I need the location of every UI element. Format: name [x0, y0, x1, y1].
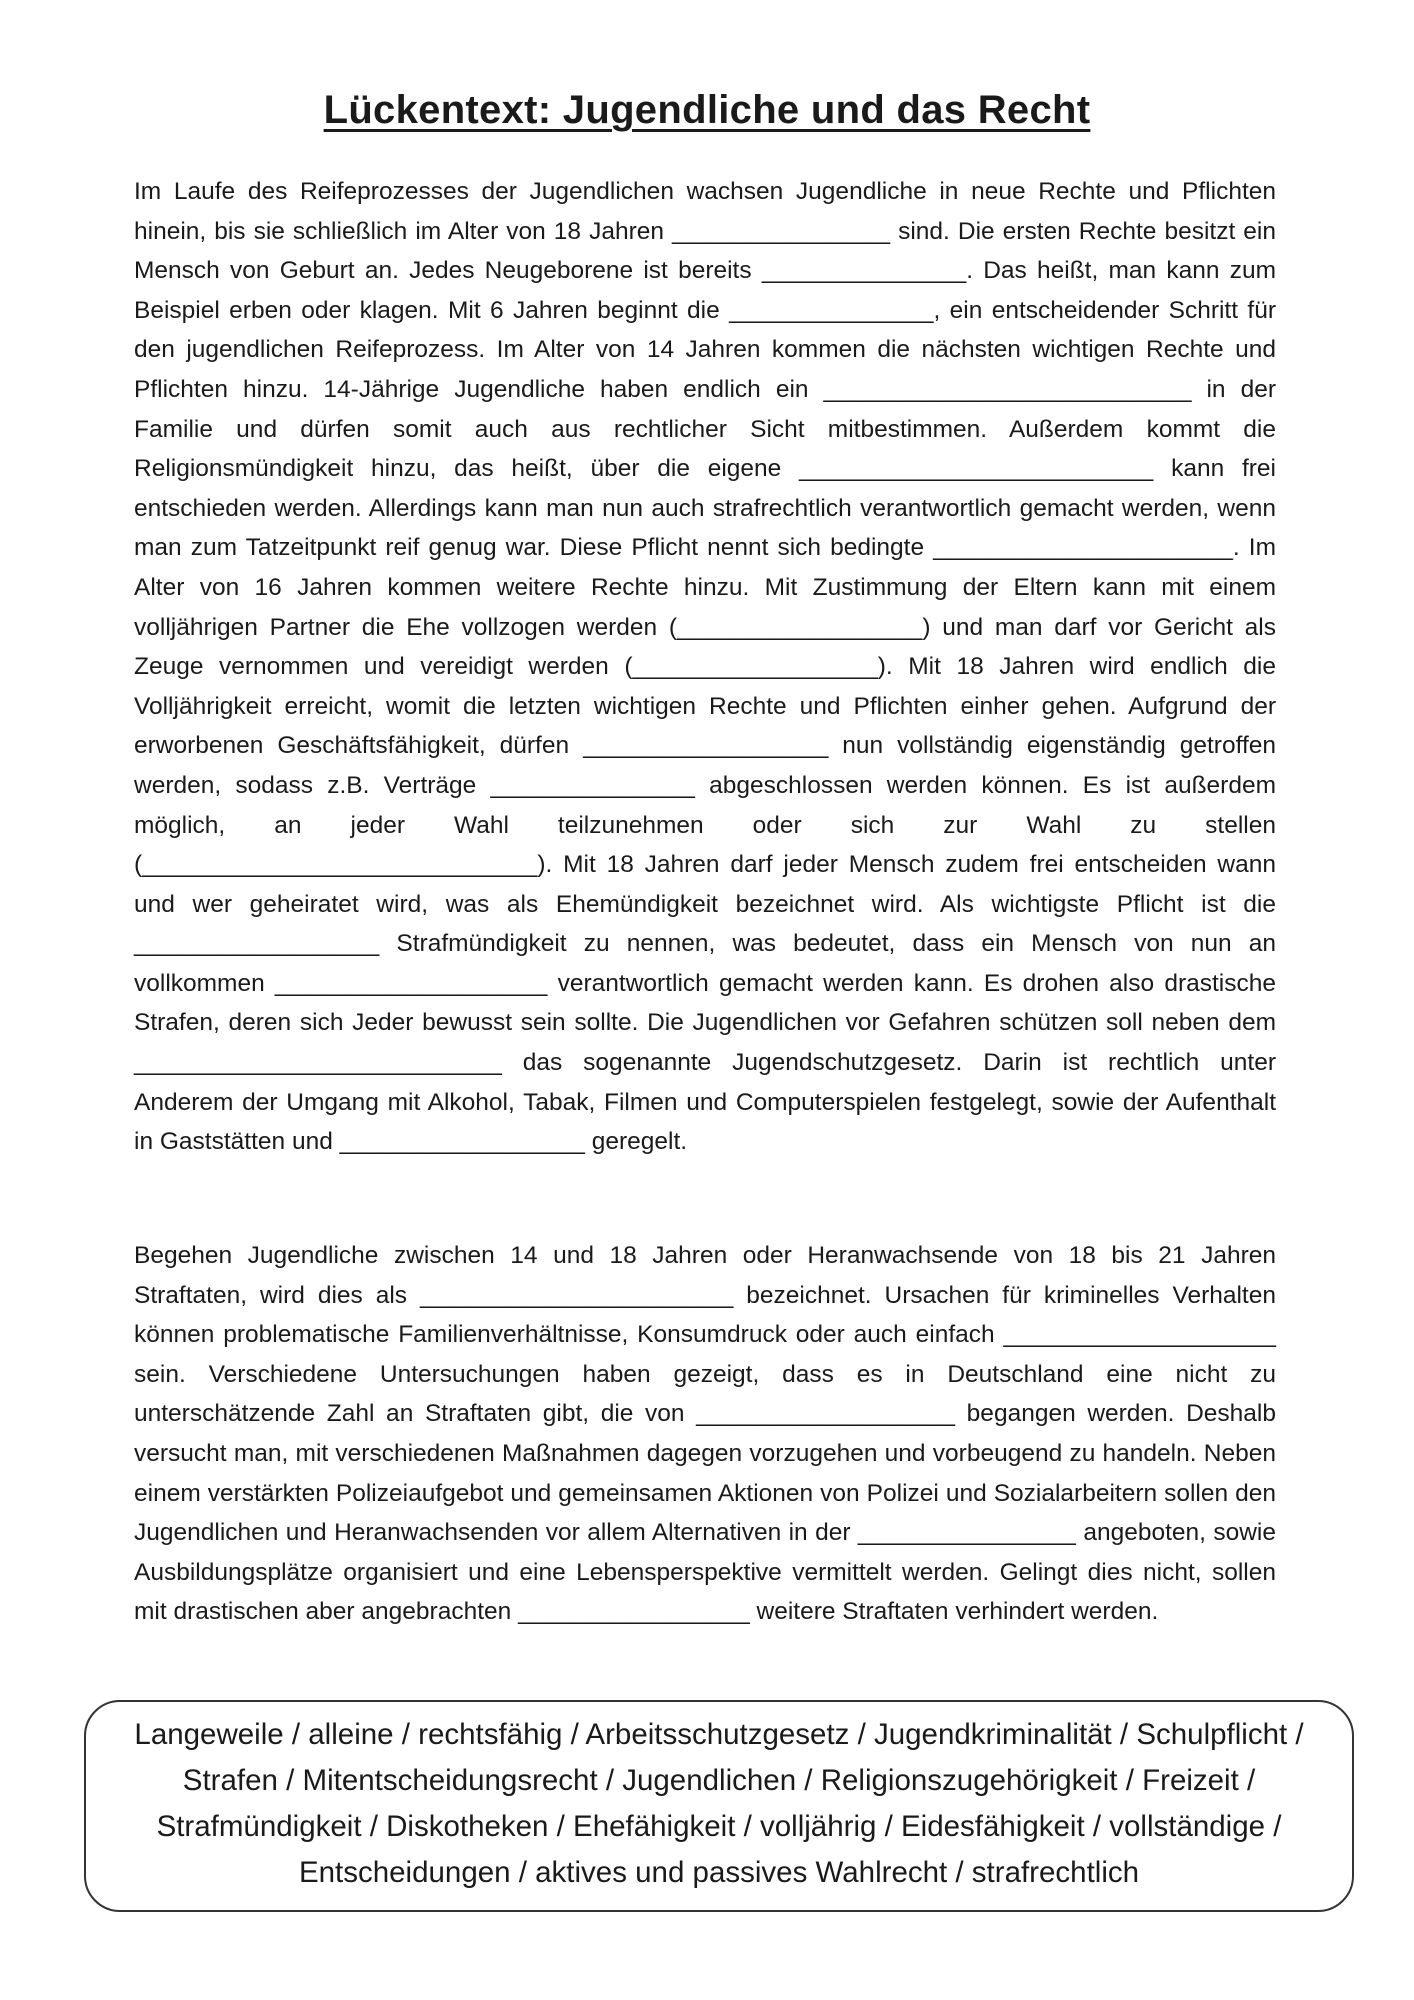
word-bank-box: Langeweile / alleine / rechtsfähig / Arbeitsschutzgesetz / Jugendkriminalität / Schulpflicht / Strafen / Mitentscheidungsrecht / Jugendlichen / Religionszugehörigkeit / Freizeit / Strafmündigkeit / Diskotheken / Ehefähigkeit / volljährig / Eidesfähigkeit / vollständige / Entscheidungen / aktives und passives Wahlrecht / strafrechtlich [84, 1700, 1354, 1912]
gap-blank: _________________ [518, 1598, 750, 1626]
gap-blank: __________________ [677, 613, 923, 641]
text-segment: , ein entscheidender Schritt für den jugendlichen Reifeprozess. Im Alter von 14 Jahren kommen die nächsten wichtigen Rechte und Pflichten hinzu. 14-Jährige Jugendliche haben endlich ein [134, 296, 1277, 403]
text-segment: abgeschlossen werden können. Es ist außerdem möglich, an jeder Wahl teilzunehmen oder sich zur Wahl zu stellen ( [134, 771, 1276, 879]
text-segment: in der Familie und dürfen somit auch aus rechtlicher Sicht mitbestimmen. Außerdem kommt die Religionsmündigkeit hinzu, das heißt, über die eigene [134, 375, 1276, 483]
gap-blank: ____________________ [274, 969, 548, 997]
text-segment: bezeichnet. Ursachen für kriminelles Verhalten können problematische Familienverhältnisse, Konsumdruck oder auch einfach [134, 1281, 1276, 1349]
text-segment: weitere Straftaten verhindert werden. [749, 1598, 1159, 1626]
text-segment: ). Mit 18 Jahren wird endlich die Volljährigkeit erreicht, womit die letzten wichtigen Rechte und Pflichten einher gehen. Aufgrund der erworbenen Geschäftsfähigkeit, dürfen [134, 653, 1276, 760]
gap-blank: _______________________ [419, 1281, 734, 1309]
gap-blank: __________________ [632, 653, 878, 681]
text-segment: ) und man darf vor Gericht als Zeuge vernommen und vereidigt werden ( [134, 613, 1276, 681]
gap-blank: _______________ [729, 296, 934, 324]
text-segment: nun vollständig eigenständig getroffen werden, sodass z.B. Verträge [134, 732, 1276, 799]
text-segment: Im Laufe des Reifeprozesses der Jugendlichen wachsen Jugendliche in neue Rechte und Pflichten hinein, bis sie schließlich im Alter von 18 Jahren [134, 178, 1276, 245]
gap-blank: _____________________________ [142, 851, 538, 879]
gap-blank: _______________ [761, 257, 967, 285]
text-segment: verantwortlich gemacht werden kann. Es drohen also drastische Strafen, deren sich Jeder bewusst sein sollte. Die Jugendlichen vor Gefahren schützen soll neben dem [134, 969, 1276, 1037]
page-title: Lückentext: Jugendliche und das Recht [323, 88, 1091, 132]
text-segment: geregelt. [584, 1128, 688, 1156]
text-segment: kann frei entschieden werden. Allerdings kann man nun auch strafrechtlich verantwortlich gemacht werden, wenn man zum Tatzeitpunkt reif genug war. Diese Pflicht nennt sich bedingte [134, 455, 1276, 562]
text-segment: ). Mit 18 Jahren darf jeder Mensch zudem frei entscheiden wann und wer geheiratet wird, was als Ehemündigkeit bezeichnet wird. Als wichtigste Pflicht ist die [134, 851, 1276, 918]
text-segment: angeboten, sowie Ausbildungsplätze organisiert und eine Lebensperspektive vermittelt werden. Gelingt dies nicht, sollen mit drastischen aber angebrachten [134, 1519, 1276, 1626]
gap-blank: ________________ [672, 217, 891, 245]
text-segment: das sogenannte Jugendschutzgesetz. Darin ist rechtlich unter Anderem der Umgang mit Alkohol, Tabak, Filmen und Computerspielen festgelegt, sowie der Aufenthalt in Gaststätten und [134, 1049, 1276, 1156]
gap-blank: ____________________ [1003, 1321, 1276, 1349]
text-segment: . Im Alter von 16 Jahren kommen weitere Rechte hinzu. Mit Zustimmung der Eltern kann mit einem volljährigen Partner die Ehe vollzogen werden ( [134, 534, 1276, 641]
gap-blank: ___________________________ [823, 375, 1192, 403]
text-segment: Strafmündigkeit zu nennen, was bedeutet, dass ein Mensch von nun an vollkommen [134, 930, 1276, 997]
gap-blank: ________________ [857, 1519, 1076, 1547]
gap-blank: __________________ [134, 930, 380, 958]
gap-blank: ___________________________ [134, 1049, 502, 1077]
text-segment: sein. Verschiedene Untersuchungen haben gezeigt, dass es in Deutschland eine nicht zu unterschätzende Zahl an Straftaten gibt, die von [134, 1360, 1276, 1428]
gap-blank: __________________ [583, 732, 829, 760]
gap-blank: ___________________ [696, 1400, 956, 1428]
gap-blank: __________________________ [799, 455, 1154, 483]
text-segment: Begehen Jugendliche zwischen 14 und 18 Jahren oder Heranwachsende von 18 bis 21 Jahren Straftaten, wird dies als [134, 1242, 1276, 1309]
gap-blank: __________________ [339, 1128, 585, 1156]
text-segment: sind. Die ersten Rechte besitzt ein Mensch von Geburt an. Jedes Neugeborene ist bereits [134, 217, 1276, 285]
paragraph-youth-rights [134, 172, 1276, 1162]
gap-blank: ______________________ [933, 534, 1233, 562]
paragraph-youth-crime [134, 1236, 1276, 1632]
text-segment: begangen werden. Deshalb versucht man, mit verschiedenen Maßnahmen dagegen vorzugehen und vorbeugend zu handeln. Neben einem verstärkten Polizeiaufgebot und gemeinsamen Aktionen von Polizei und Sozialarbeitern sollen den Jugendlichen und Heranwachsenden vor allem Alternativen in der [134, 1400, 1276, 1547]
text-segment: . Das heißt, man kann zum Beispiel erben oder klagen. Mit 6 Jahren beginnt die [134, 257, 1276, 324]
gap-blank: _______________ [490, 771, 695, 799]
